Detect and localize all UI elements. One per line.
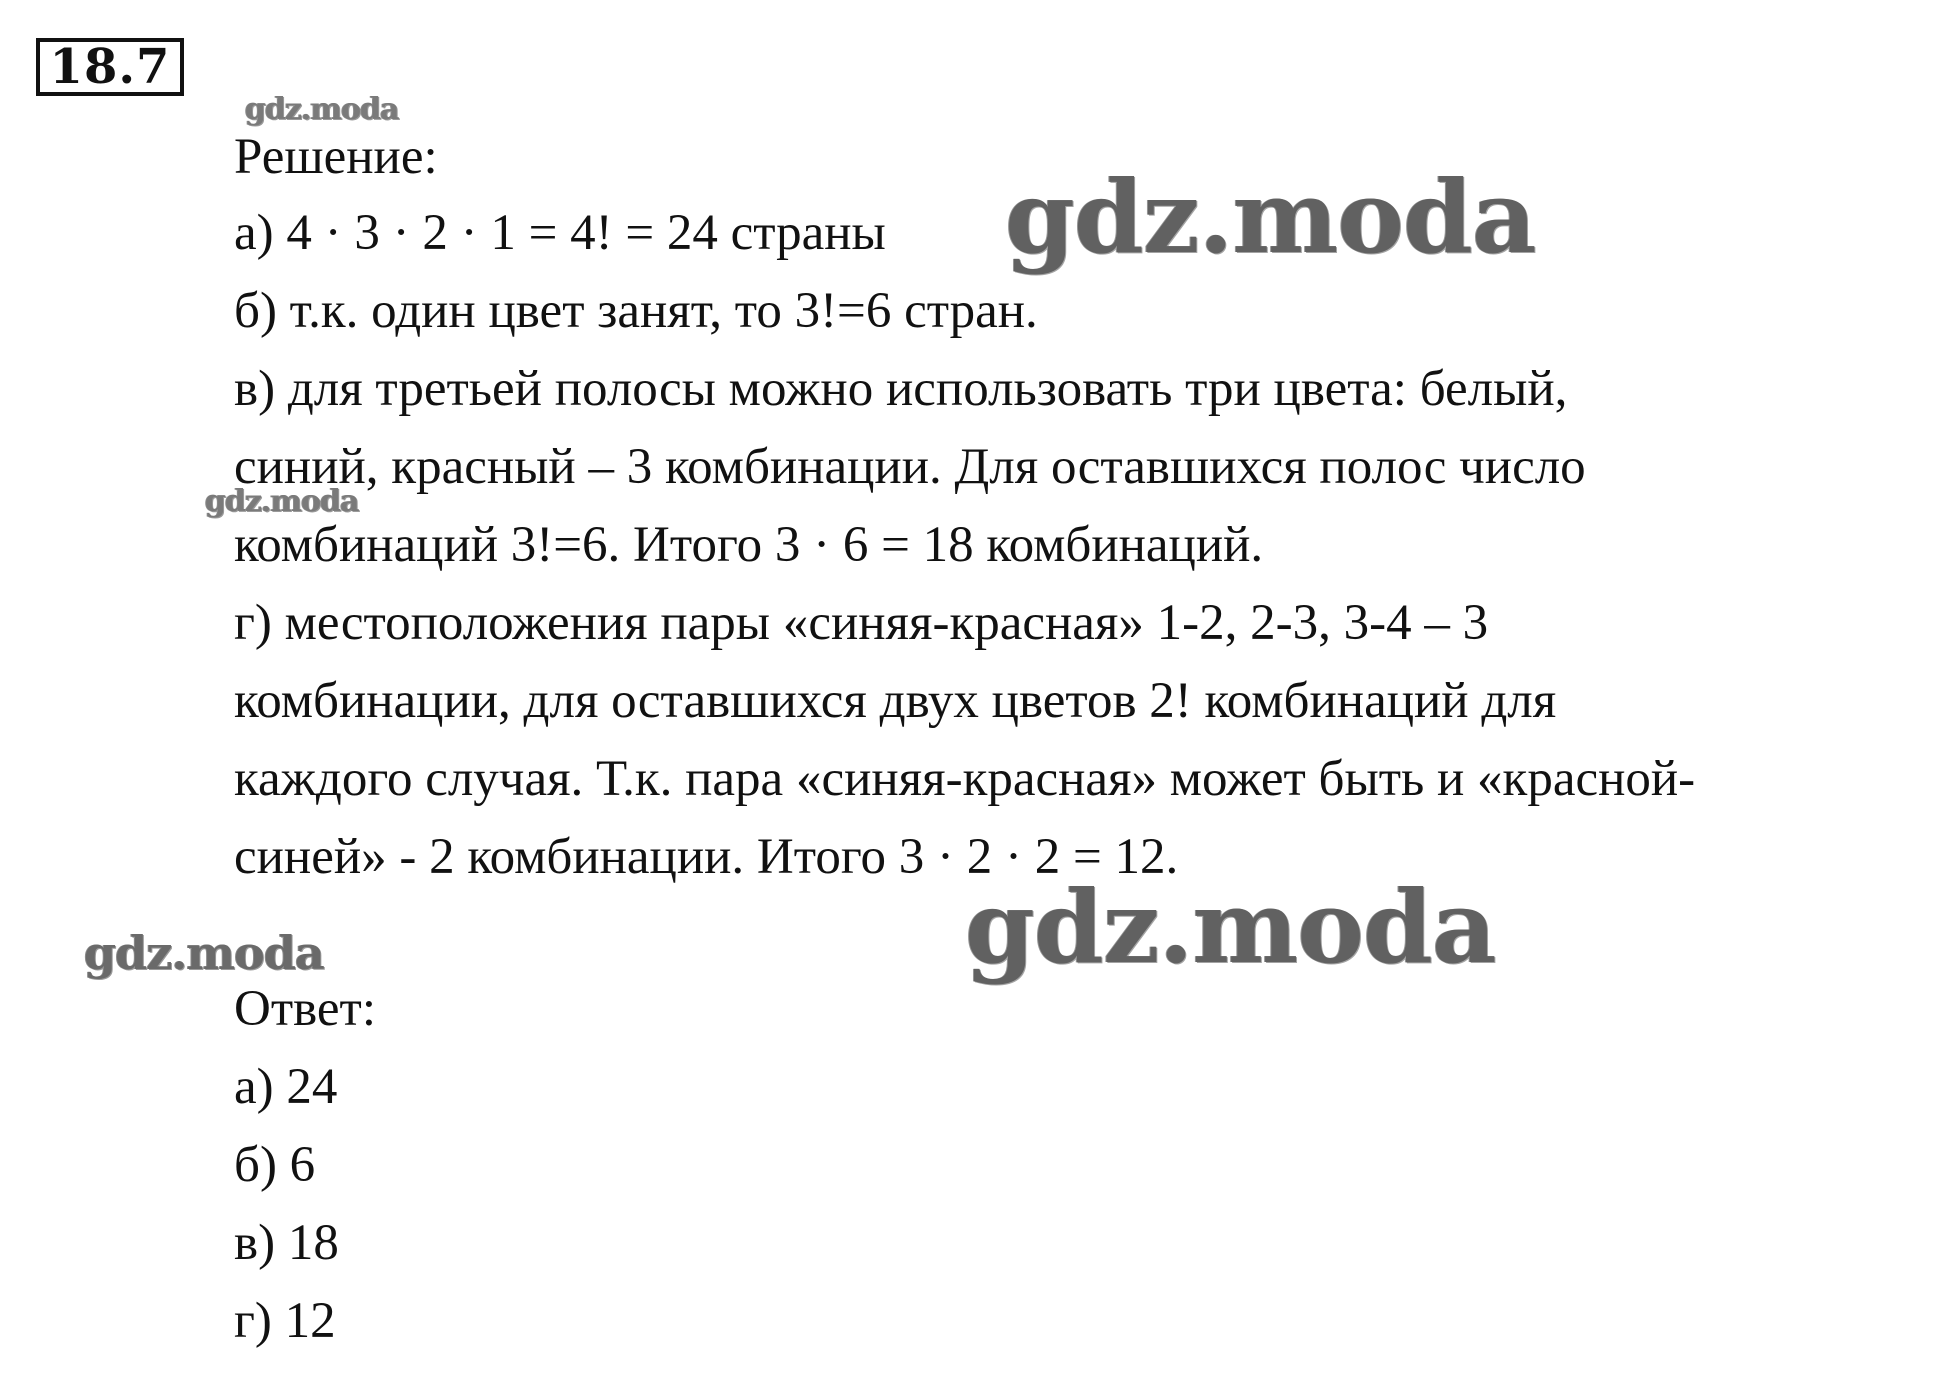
task-number-box bbox=[36, 38, 184, 96]
solution-heading: Решение: bbox=[234, 129, 438, 185]
watermark-logo: gdz.moda bbox=[245, 92, 399, 127]
solution-line: а) 4 · 3 · 2 · 1 = 4! = 24 страны bbox=[234, 205, 886, 261]
answer-item: в) 18 bbox=[234, 1215, 339, 1271]
answer-item: а) 24 bbox=[234, 1059, 338, 1115]
solution-line: в) для третьей полосы можно использовать три цвета: белый, bbox=[234, 361, 1568, 417]
watermark-logo: gdz.moda bbox=[205, 484, 359, 519]
answer-item: б) 6 bbox=[234, 1137, 316, 1193]
watermark-logo: gdz.moda bbox=[84, 926, 324, 980]
watermark-logo: gdz.moda bbox=[1005, 158, 1536, 276]
solution-line: синий, красный – 3 комбинации. Для оставшихся полос число bbox=[234, 439, 1586, 495]
solution-line: каждого случая. Т.к. пара «синяя-красная» может быть и «красной- bbox=[234, 751, 1696, 807]
task-number: 18.7 bbox=[49, 39, 171, 95]
solution-line: б) т.к. один цвет занят, то 3!=6 стран. bbox=[234, 283, 1038, 339]
watermark-logo: gdz.moda bbox=[965, 868, 1496, 986]
solution-line: синей» - 2 комбинации. Итого 3 · 2 · 2 = 12. bbox=[234, 829, 1179, 885]
answer-heading: Ответ: bbox=[234, 981, 376, 1037]
answer-item: г) 12 bbox=[234, 1293, 336, 1349]
solution-line: г) местоположения пары «синяя-красная» 1-2, 2-3, 3-4 – 3 bbox=[234, 595, 1489, 651]
solution-line: комбинаций 3!=6. Итого 3 · 6 = 18 комбинаций. bbox=[234, 517, 1264, 573]
solution-line: комбинации, для оставшихся двух цветов 2! комбинаций для bbox=[234, 673, 1557, 729]
